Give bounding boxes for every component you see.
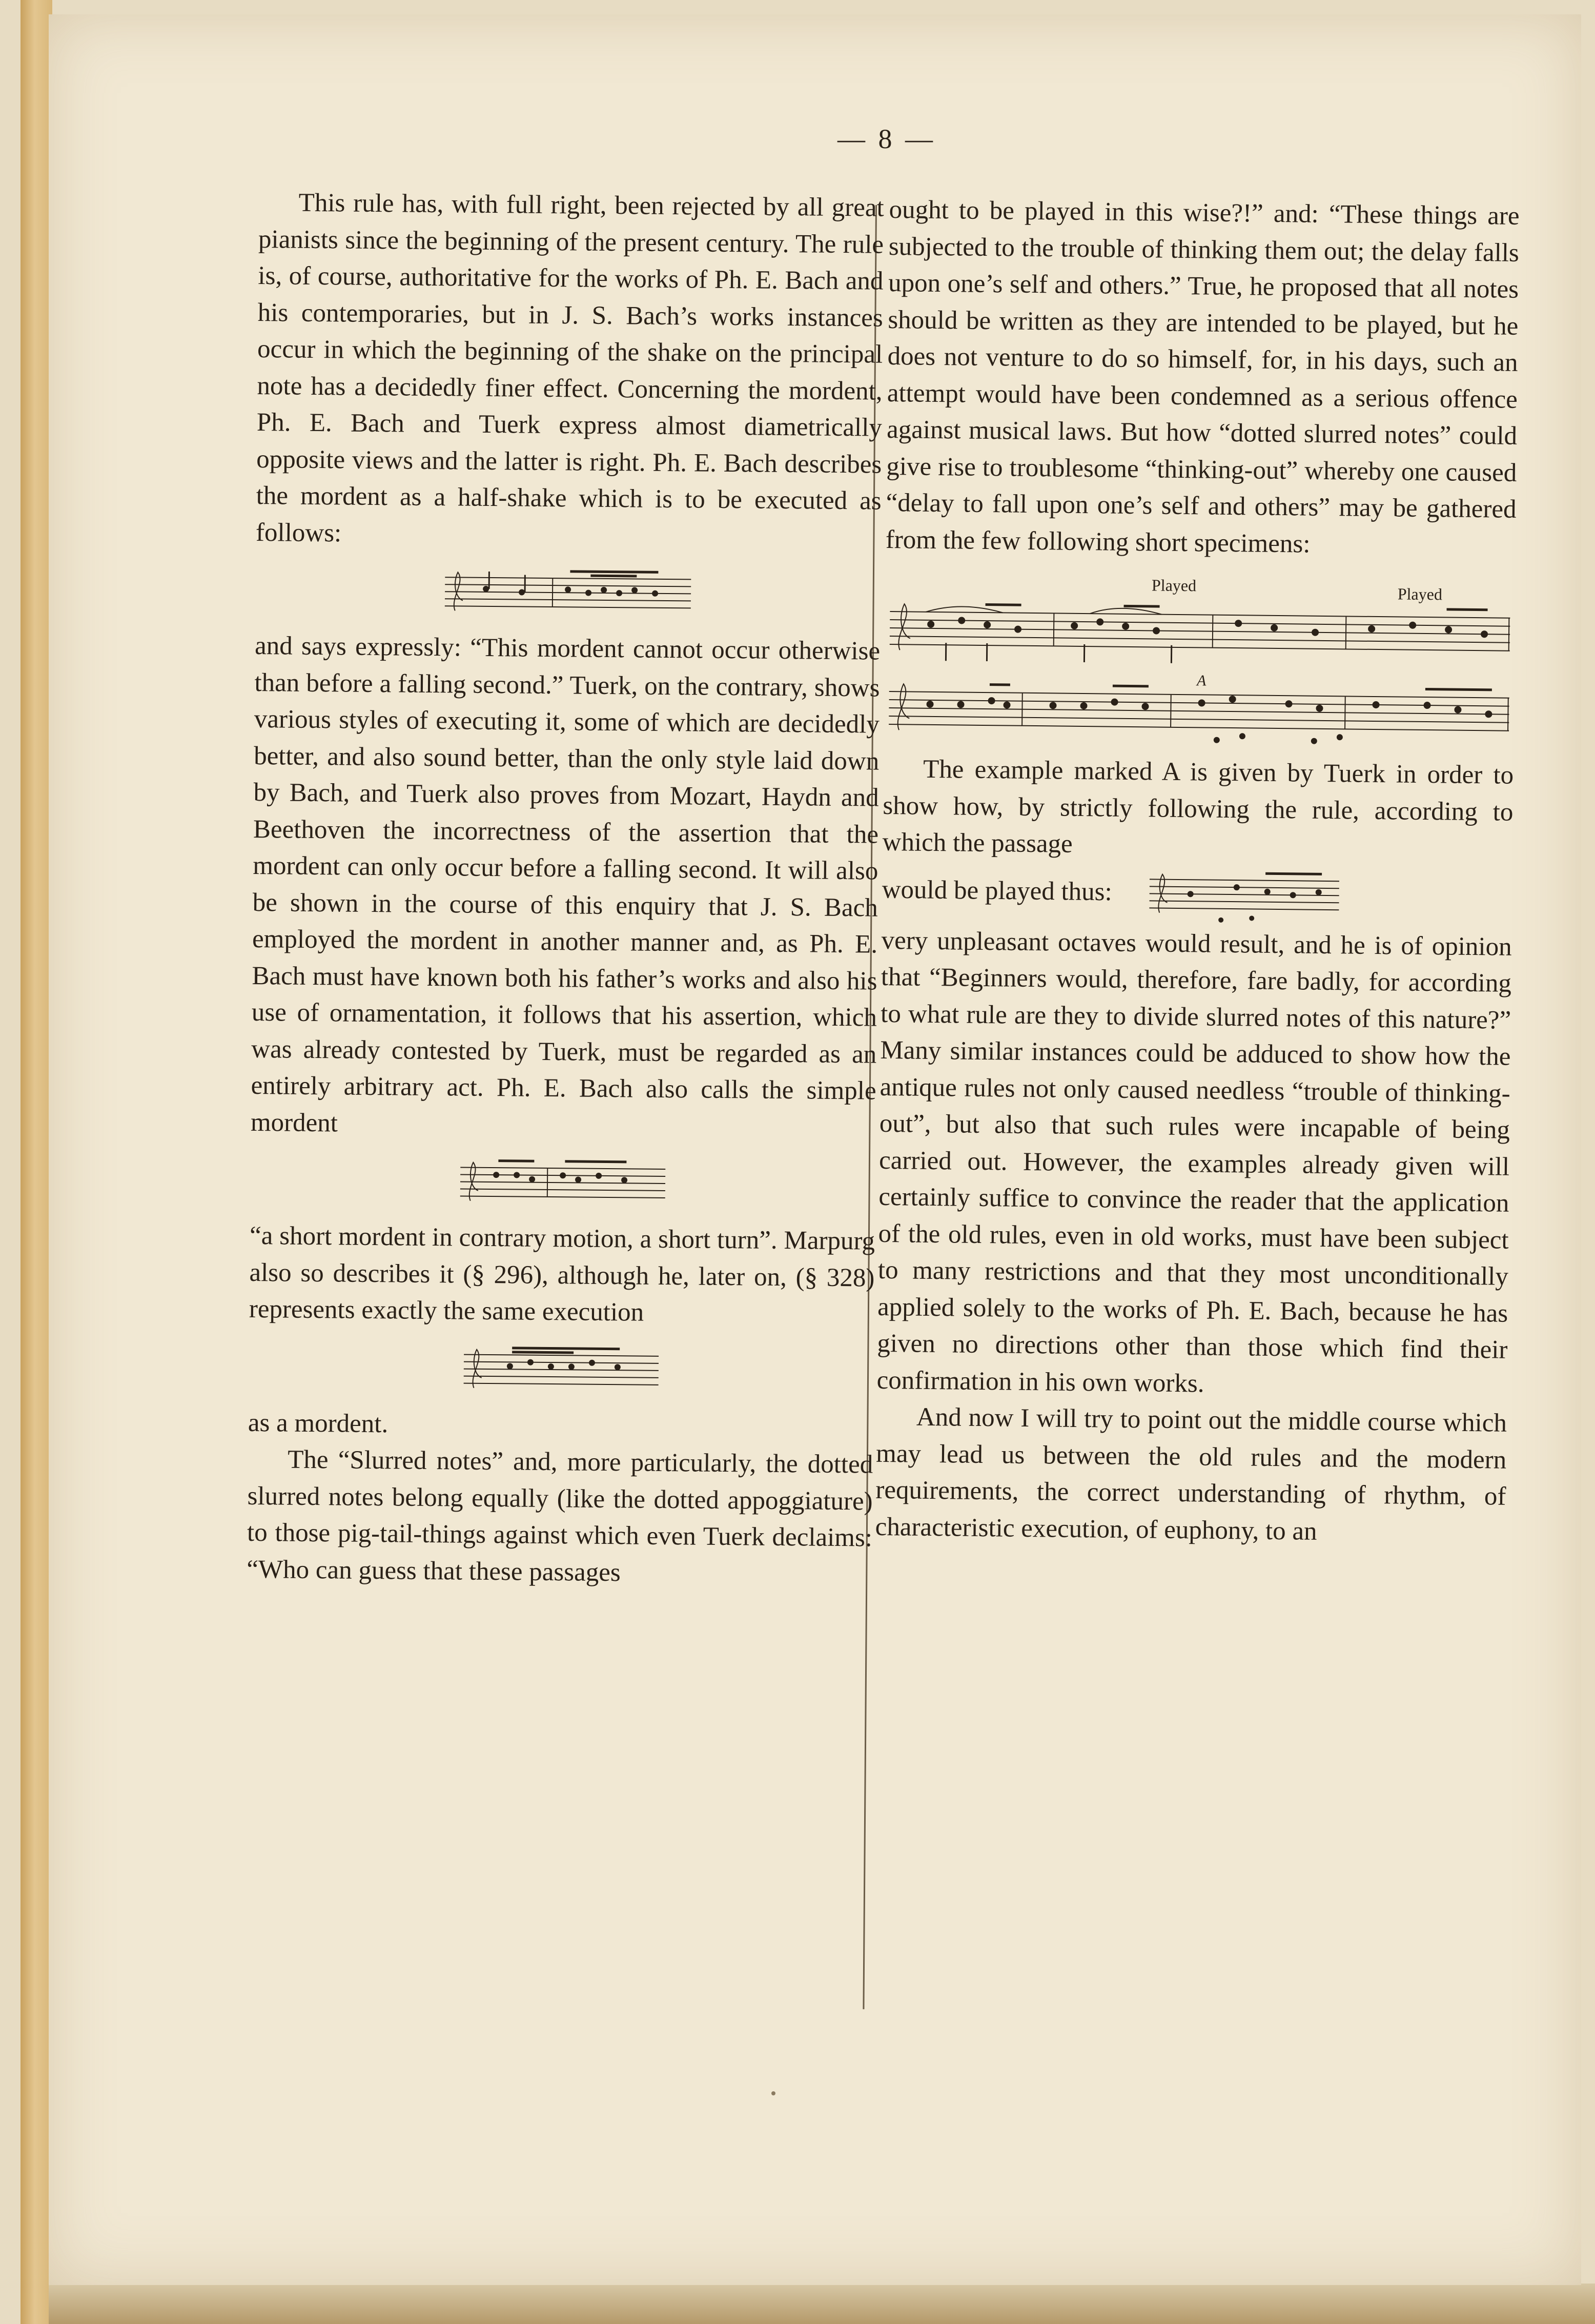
music-example-simple-mordent bbox=[455, 1152, 671, 1210]
paper-speck bbox=[771, 2091, 775, 2095]
page-bottom-edge bbox=[49, 2284, 1595, 2324]
music-example-played-thus bbox=[1118, 863, 1344, 927]
music-specimens-row-2 bbox=[884, 671, 1515, 755]
example-label-a: A bbox=[1196, 672, 1207, 689]
music-example-mordent bbox=[440, 562, 697, 620]
music-example-execution bbox=[458, 1339, 664, 1397]
left-paragraph-4: as a mordent. bbox=[248, 1408, 388, 1438]
played-labels bbox=[885, 558, 1516, 604]
left-paragraph-5: The “Slurred notes” and, more particularly, the dotted slurred notes belong equally (like the dotted appoggiature) to those pig-tail-things against which even Tuerk declaims: “Who can guess that these passages bbox=[247, 1445, 873, 1587]
right-paragraph-2b: would be played thus: bbox=[882, 875, 1113, 906]
left-paragraph-2: and says expressly: “This mordent cannot occur otherwise than before a falling second.” Tuerk, on the contrary, shows various styles of executing it, some of which are decidedly better, and also sound better, than the only style laid down by Bach, and Tuerk also proves from Mozart, Haydn and Beethoven the incorrectness of the assertion that the mordent can only occur before a falling second. It will also be shown in the course of this enquiry that J. S. Bach employed the mordent in another manner and, as Ph. E. Bach must have known both his father’s works and also his use of ornamentation, it follows that his assertion, which was already contested by Tuerk, must be regarded as an entirely arbitrary act. Ph. E. Bach also calls the simple mordent bbox=[250, 631, 881, 1137]
right-paragraph-2: The example marked A is given by Tuerk in order to show how, by strictly following the rule, according to which the passage bbox=[882, 755, 1514, 859]
left-paragraph-3: “a short mordent in contrary motion, a short turn”. Marpurg also so describes it (§ 296), although he, later on, (§ 328) represents exactly the same execution bbox=[249, 1221, 875, 1327]
book-binding-edge bbox=[21, 0, 52, 2324]
right-column bbox=[875, 192, 1520, 1552]
played-label-1: Played bbox=[1151, 576, 1197, 595]
right-paragraph-3: very unpleasant octaves would result, and he is of opinion that “Beginners would, therefore, fare badly, for according to what rule are they to divide slurred notes of this nature?” Many similar instances could be adduced to show how the antique rules not only caused needless “trouble of thinking-out”, but also that such rules were incapable of being carried out. However, the examples already given will certainly suffice to convince the reader that the application of the old rules, even in old works, must have been subject to many restrictions and that they most unconditionally applied solely to the works of Ph. E. Bach, because he has given no directions other than those which find their confirmation in his own works. bbox=[876, 926, 1512, 1398]
left-paragraph-1: This rule has, with full right, been rejected by all great pianists since the beginning of the present century. The rule is, of course, authoritative for the works of Ph. E. Bach and his contemporaries, but in J. S. Bach’s works instances occur in which the beginning of the shake on the principal note has a decidedly finer effect. Concerning the mordent, Ph. E. Bach and Tuerk express almost diametrically opposite views and the latter is right. Ph. E. Bach describes the mordent as a half-shake which is to be executed as follows: bbox=[255, 188, 884, 547]
page-number: — 8 — bbox=[837, 124, 936, 154]
right-paragraph-1: ought to be played in this wise?!” and: “These things are subjected to the trouble of thinking them out; the delay falls upon one’s self and others.” True, he proposed that all notes should be written as they are intended to be played, but he does not venture to do so himself, for, in his days, such an attempt would have been condemned as a serious offence against musical laws. But how “dotted slurred notes” could give rise to troublesome “thinking-out” whereby one caused “delay to fall upon one’s self and others” may be gathered from the few following short specimens: bbox=[885, 195, 1520, 559]
left-column bbox=[247, 185, 884, 1594]
played-label-2: Played bbox=[1397, 584, 1443, 604]
right-paragraph-2b-line bbox=[882, 861, 1512, 929]
right-paragraph-4: And now I will try to point out the middle course which may lead us between the old rules and the modern requirements, the correct understanding of rhythm, of characteristic execution, of euphony, to an bbox=[875, 1402, 1507, 1546]
